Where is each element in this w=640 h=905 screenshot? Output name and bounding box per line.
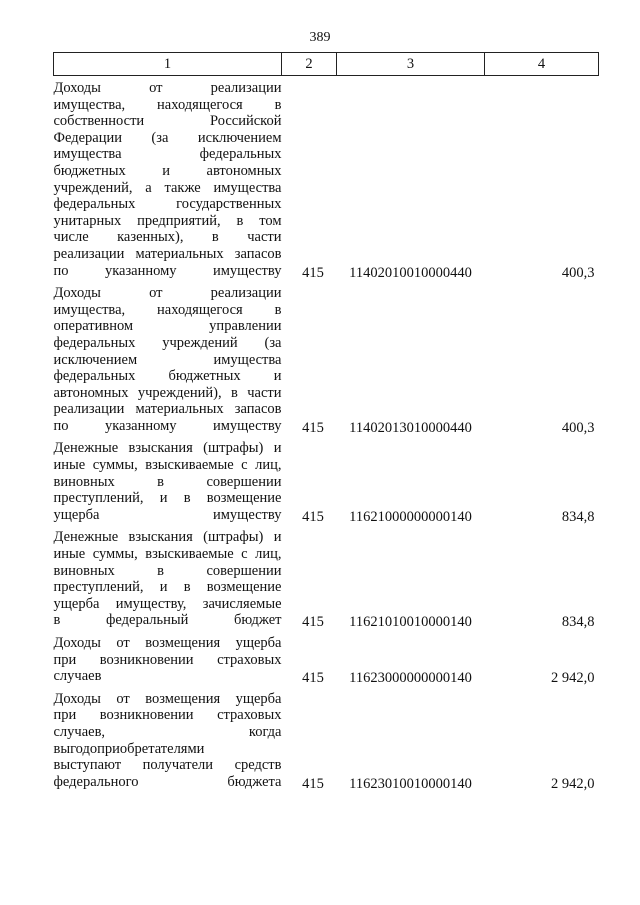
description-line: унитарных предприятий, в том: [53, 212, 282, 229]
description-line: случаев: [53, 668, 102, 685]
table-row: [54, 76, 599, 282]
table-body: [54, 76, 599, 793]
description-line: реализации материальных запасов: [53, 401, 282, 418]
revenue-description: [54, 281, 282, 436]
description-line: бюджетных и автономных: [53, 162, 282, 179]
description-line: учреждений, а также имущества: [53, 179, 282, 196]
description-line: собственности Российской: [53, 113, 282, 130]
description-line: по указанному имуществу: [53, 262, 282, 279]
administrator-code: 415: [302, 264, 324, 281]
description-line: преступлений, и в возмещение: [53, 490, 282, 507]
description-line: имущества, находящегося в: [53, 301, 282, 318]
revenue-description: [54, 76, 282, 282]
budget-classification-code: 11621000000000140: [349, 508, 472, 525]
description-line: по указанному имуществу: [53, 417, 282, 434]
description-line: ущерба имуществу: [53, 506, 282, 523]
table-row: [54, 436, 599, 525]
description-line: выступают получатели средств: [53, 757, 282, 774]
description-line: имущества, находящегося в: [53, 96, 282, 113]
budget-classification-code: 11402010010000440: [349, 264, 472, 281]
header-cell-1: 1: [54, 53, 282, 76]
header-cell-4: 4: [485, 53, 599, 76]
description-line: иные суммы, взыскиваемые с лиц,: [53, 457, 282, 474]
description-line: Доходы от реализации: [53, 80, 282, 96]
description-line: числе казенных), в части: [53, 229, 282, 246]
description-line: Доходы от реализации: [53, 285, 282, 302]
table-header-row: [54, 53, 599, 76]
budget-revenue-table: [53, 52, 599, 792]
amount-value: 2 942,0: [551, 775, 595, 792]
description-line: преступлений, и в возмещение: [53, 579, 282, 596]
table-row: [54, 281, 599, 436]
administrator-code: 415: [302, 614, 324, 631]
page-number: 389: [309, 30, 331, 45]
header-cell-3: 3: [337, 53, 485, 76]
description-line: федеральных учреждений (за: [53, 334, 282, 351]
description-line: при возникновении страховых: [53, 707, 282, 724]
table-row: [54, 525, 599, 631]
revenue-description: [54, 687, 282, 793]
budget-classification-code: 11623010010000140: [349, 775, 472, 792]
description-line: случаев, когда: [53, 723, 282, 740]
table-row: [54, 631, 599, 687]
description-line: Федерации (за исключением: [53, 129, 282, 146]
description-line: виновных в совершении: [53, 562, 282, 579]
revenue-description: [54, 525, 282, 631]
amount-value: 834,8: [561, 508, 595, 525]
description-line: Денежные взыскания (штрафы) и: [53, 440, 282, 457]
table-row: [54, 687, 599, 793]
description-line: имущества федеральных: [53, 146, 282, 163]
header-cell-2: 2: [282, 53, 337, 76]
description-line: Доходы от возмещения ущерба: [53, 690, 282, 707]
revenue-description: [54, 436, 282, 525]
description-line: иные суммы, взыскиваемые с лиц,: [53, 546, 282, 563]
revenue-description: [54, 631, 282, 687]
budget-classification-code: 11623000000000140: [349, 670, 472, 687]
administrator-code: 415: [302, 670, 324, 687]
administrator-code: 415: [302, 775, 324, 792]
administrator-code: 415: [302, 508, 324, 525]
description-line: реализации материальных запасов: [53, 245, 282, 262]
amount-value: 2 942,0: [551, 670, 595, 687]
description-line: федеральных бюджетных и: [53, 368, 282, 385]
budget-classification-code: 11621010010000140: [349, 614, 472, 631]
description-line: Доходы от возмещения ущерба: [53, 635, 282, 651]
budget-classification-code: 11402013010000440: [349, 419, 472, 436]
description-line: ущерба имуществу, зачисляемые: [53, 595, 282, 612]
amount-value: 400,3: [561, 264, 595, 281]
description-line: исключением имущества: [53, 351, 282, 368]
description-line: при возникновении страховых: [53, 651, 282, 668]
description-line: федерального бюджета: [53, 773, 282, 790]
description-line: Денежные взыскания (штрафы) и: [53, 529, 282, 546]
description-line: оперативном управлении: [53, 318, 282, 335]
amount-value: 400,3: [561, 419, 595, 436]
description-line: виновных в совершении: [53, 473, 282, 490]
administrator-code: 415: [302, 419, 324, 436]
description-line: в федеральный бюджет: [53, 612, 282, 629]
amount-value: 834,8: [561, 614, 595, 631]
description-line: федеральных государственных: [53, 196, 282, 213]
description-line: автономных учреждений), в части: [53, 384, 282, 401]
description-line: выгодоприобретателями: [53, 740, 205, 757]
